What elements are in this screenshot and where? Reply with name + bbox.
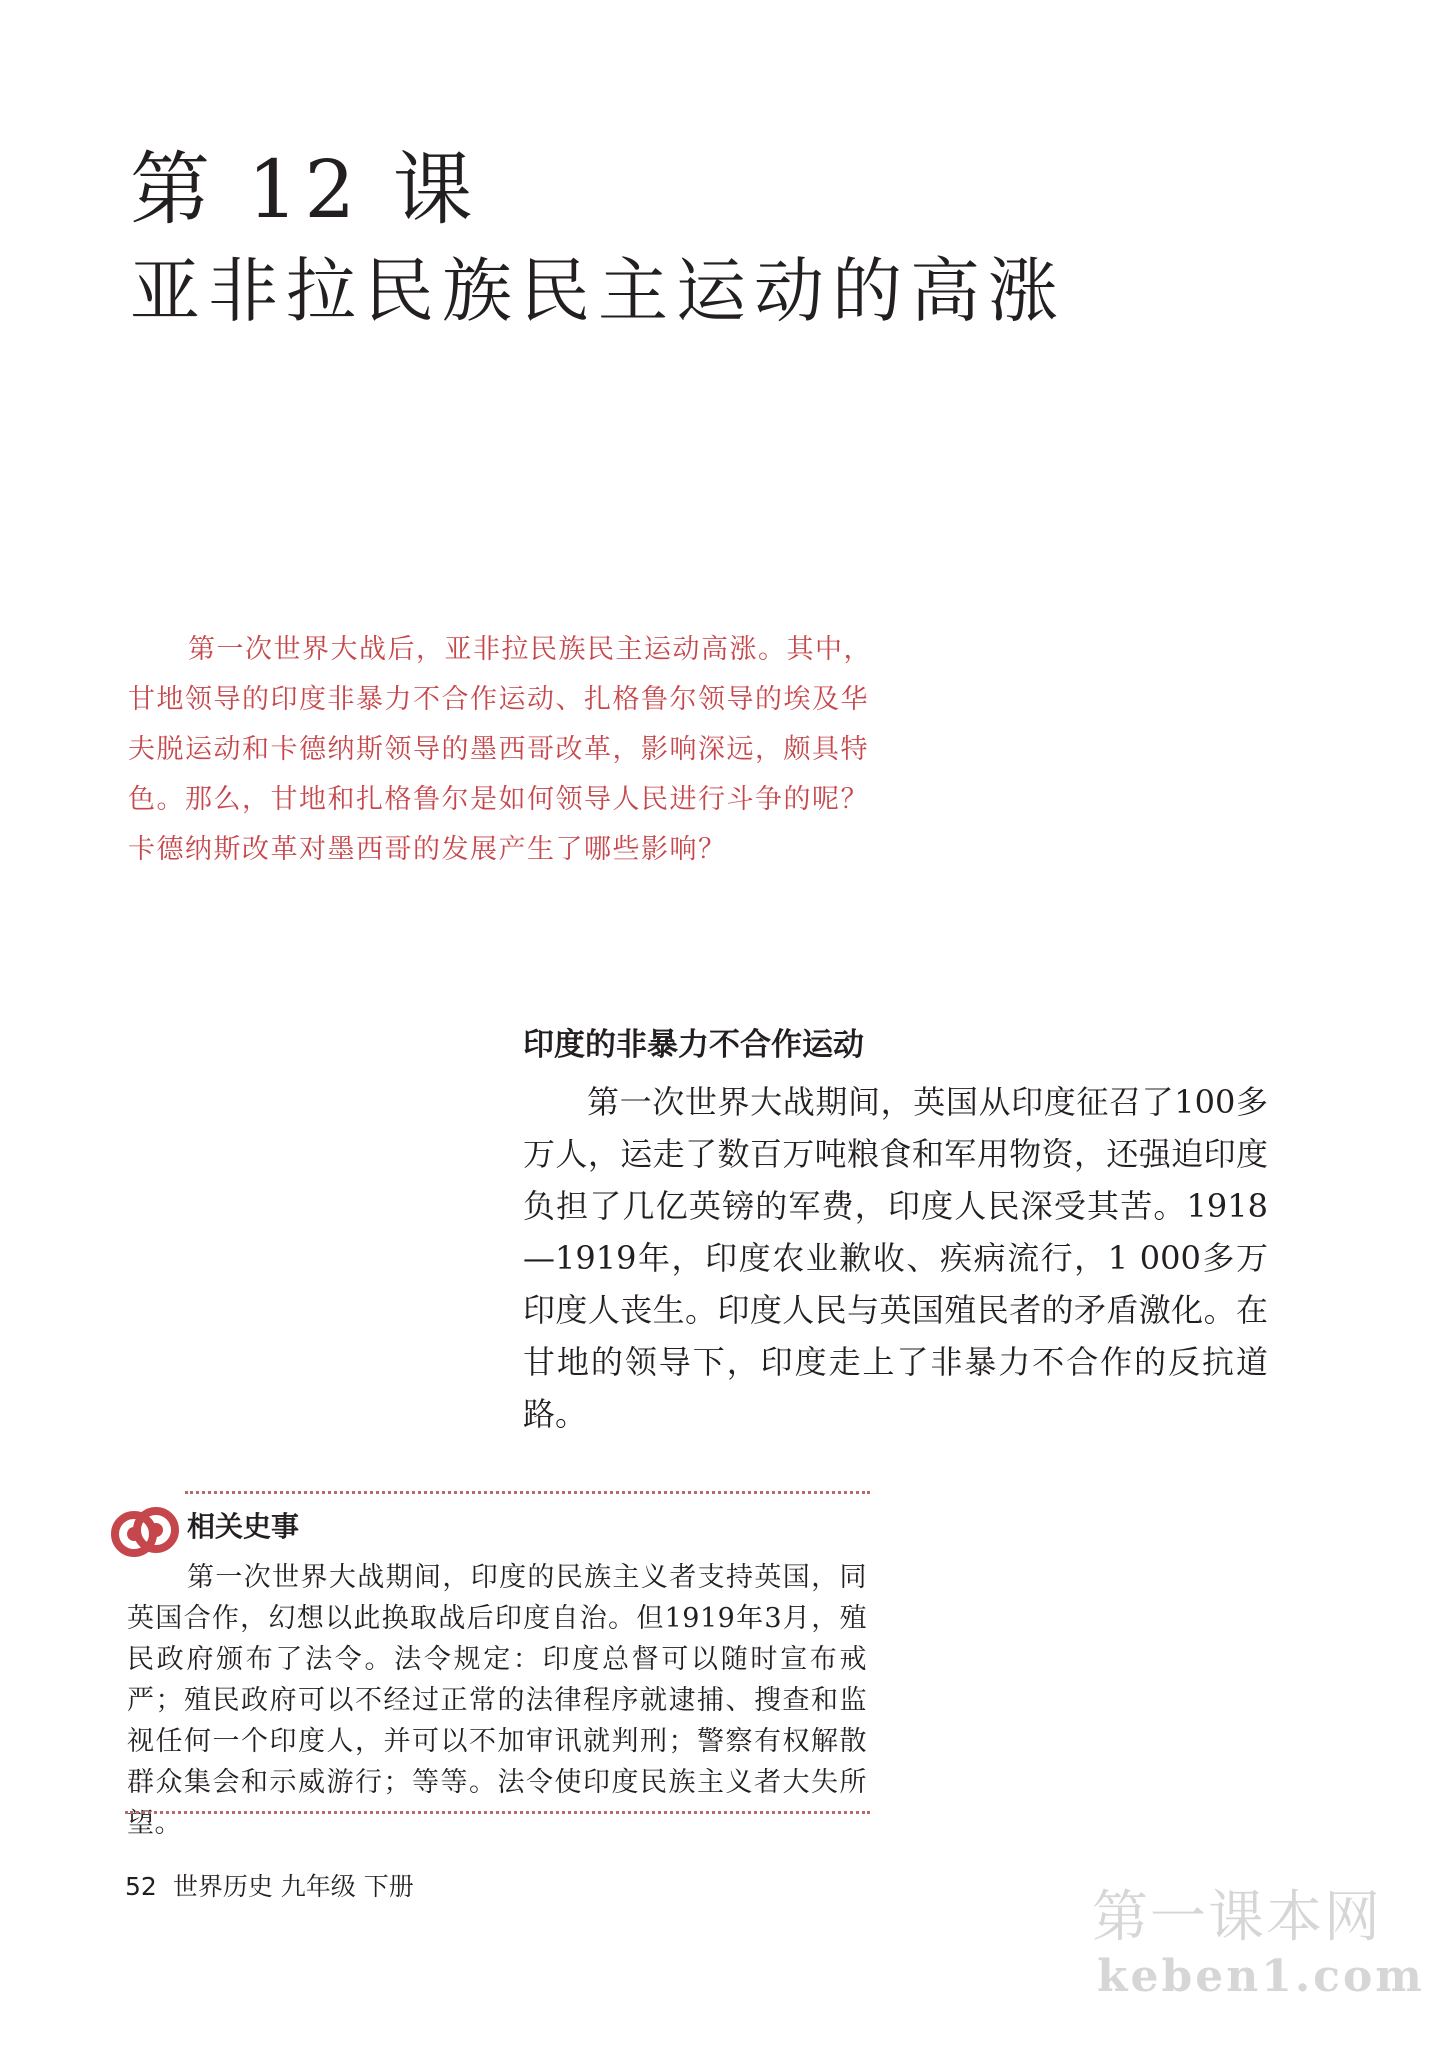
related-text: 第一次世界大战期间，印度的民族主义者支持英国，同英国合作，幻想以此换取战后印度自治。但1919年3月，殖民政府颁布了法令。法令规定：印度总督可以随时宣布戒严；殖民政府可以不经过正常的法律程序就逮捕、搜查和监视任何一个印度人，并可以不加审讯就判刑；警察有权解散群众集会和示威游行；等等。法令使印度民族主义者大失所望。 xyxy=(127,1562,867,1839)
book-title: 世界历史 九年级 下册 xyxy=(172,1872,414,1901)
watermark-url: keben1.com xyxy=(1097,1951,1425,2002)
related-label: 相关史事 xyxy=(187,1510,300,1543)
watermark-site-name: 第一课本网 xyxy=(1092,1885,1382,1950)
dotted-divider-top xyxy=(185,1491,870,1494)
lesson-number: 第 12 课 xyxy=(130,143,479,236)
intro-paragraph: 第一次世界大战后，亚非拉民族民主运动高涨。其中，甘地领导的印度非暴力不合作运动、扎格鲁尔领导的埃及华夫脱运动和卡德纳斯领导的墨西哥改革，影响深远，颇具特色。那么，甘地和扎格鲁尔是如何领导人民进行斗争的呢？卡德纳斯改革对墨西哥的发展产生了哪些影响？ xyxy=(128,634,872,865)
section-heading: 印度的非暴力不合作运动 xyxy=(523,1027,864,1063)
section-body: 第一次世界大战期间，英国从印度征召了100多万人，运走了数百万吨粮食和军用物资，还强迫印度负担了几亿英镑的军费，印度人民深受其苦。1918—1919年，印度农业歉收、疾病流行，1 000多万印度人丧生。印度人民与英国殖民者的矛盾激化。在甘地的领导下，印度走上了非暴力不合作的反抗道路。 xyxy=(523,1083,1268,1433)
related-history-icon xyxy=(110,1500,180,1564)
page-footer xyxy=(125,1872,414,1902)
page-number: 52 xyxy=(125,1872,157,1901)
dotted-divider-bottom xyxy=(125,1811,870,1814)
lesson-title: 亚非拉民族民主运动的高涨 xyxy=(130,250,1066,332)
